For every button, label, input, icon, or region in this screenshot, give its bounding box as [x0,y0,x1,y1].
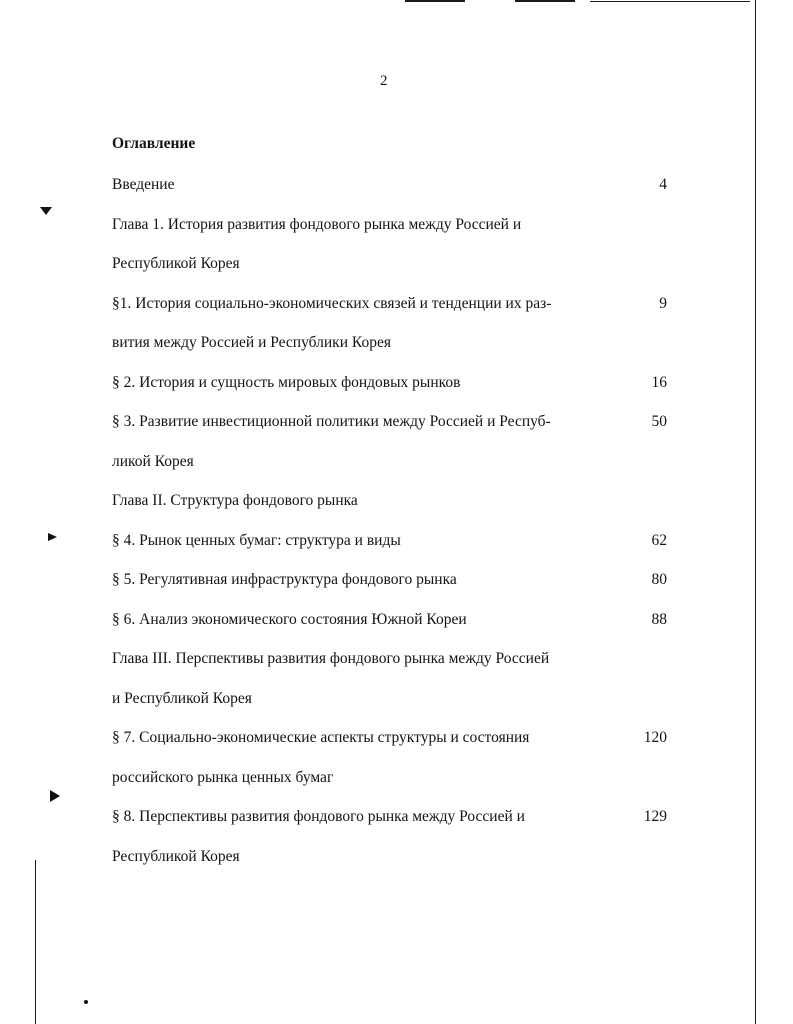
toc-entry-page: 88 [651,611,667,628]
scan-top-edge [590,1,750,2]
toc-entry-text: § 8. Перспективы развития фондового рынка между Россией и [112,808,525,825]
toc-entry-text: Введение [112,176,175,193]
toc-entry [112,805,667,829]
toc-entry-page: 129 [643,808,667,825]
toc-entry-page: 16 [651,374,667,391]
toc-entry-page: 120 [643,729,667,746]
toc-entry-page: 9 [659,295,667,312]
toc-entry-text: Глава II. Структура фондового рынка [112,492,358,509]
scan-top-edge [515,0,575,2]
toc-entry [112,489,667,513]
toc-entry-text: § 7. Социально-экономические аспекты структуры и состояния [112,729,530,746]
margin-arrow-mark [40,207,52,215]
toc-entry [112,568,667,592]
toc-entry-text: Глава III. Перспективы развития фондового рынка между Россией [112,650,550,667]
toc-entry-text: Глава 1. История развития фондового рынка между Россией и [112,216,522,233]
toc-entry [112,845,667,869]
toc-entry [112,410,667,434]
margin-dot-mark [84,1000,88,1004]
page-number: 2 [380,73,388,89]
toc-entry [112,687,667,711]
toc-entry-text: ликой Корея [112,453,194,470]
toc-entry [112,450,667,474]
toc-entry-text: и Республикой Корея [112,690,252,707]
toc-entry [112,371,667,395]
toc-entry-page: 4 [659,176,667,193]
toc-entry [112,608,667,632]
toc-entry-text: § 6. Анализ экономического состояния Южной Кореи [112,611,467,628]
toc-entry [112,173,667,197]
toc-entry [112,331,667,355]
toc-entry [112,647,667,671]
toc-entry-text: § 4. Рынок ценных бумаг: структура и виды [112,532,401,549]
scan-top-edge [405,0,465,2]
scan-left-edge [35,860,36,1024]
toc-entry [112,252,667,276]
toc-entry-page: 62 [651,532,667,549]
toc-entry [112,292,667,316]
toc-entry-text: § 3. Развитие инвестиционной политики между Россией и Респуб- [112,413,551,430]
toc-entry [112,766,667,790]
toc-entry [112,213,667,237]
toc-entry-text: российского рынка ценных бумаг [112,769,334,786]
toc-entry [112,529,667,553]
toc-entry-text: § 5. Регулятивная инфраструктура фондового рынка [112,571,457,588]
toc-entry-page: 50 [651,413,667,430]
toc-entry-page: 80 [651,571,667,588]
toc-entry-text: Республикой Корея [112,848,240,865]
toc-entry-text: вития между Россией и Республики Корея [112,334,391,351]
toc-entry-text: Республикой Корея [112,255,240,272]
toc-entry-text: § 2. История и сущность мировых фондовых рынков [112,374,461,391]
margin-arrow-mark [50,790,60,802]
scan-right-edge [755,0,756,1024]
margin-arrow-mark [48,533,57,541]
toc-entry-text: §1. История социально-экономических связей и тенденции их раз- [112,295,552,312]
toc-heading: Оглавление [112,135,196,152]
toc-entry [112,726,667,750]
